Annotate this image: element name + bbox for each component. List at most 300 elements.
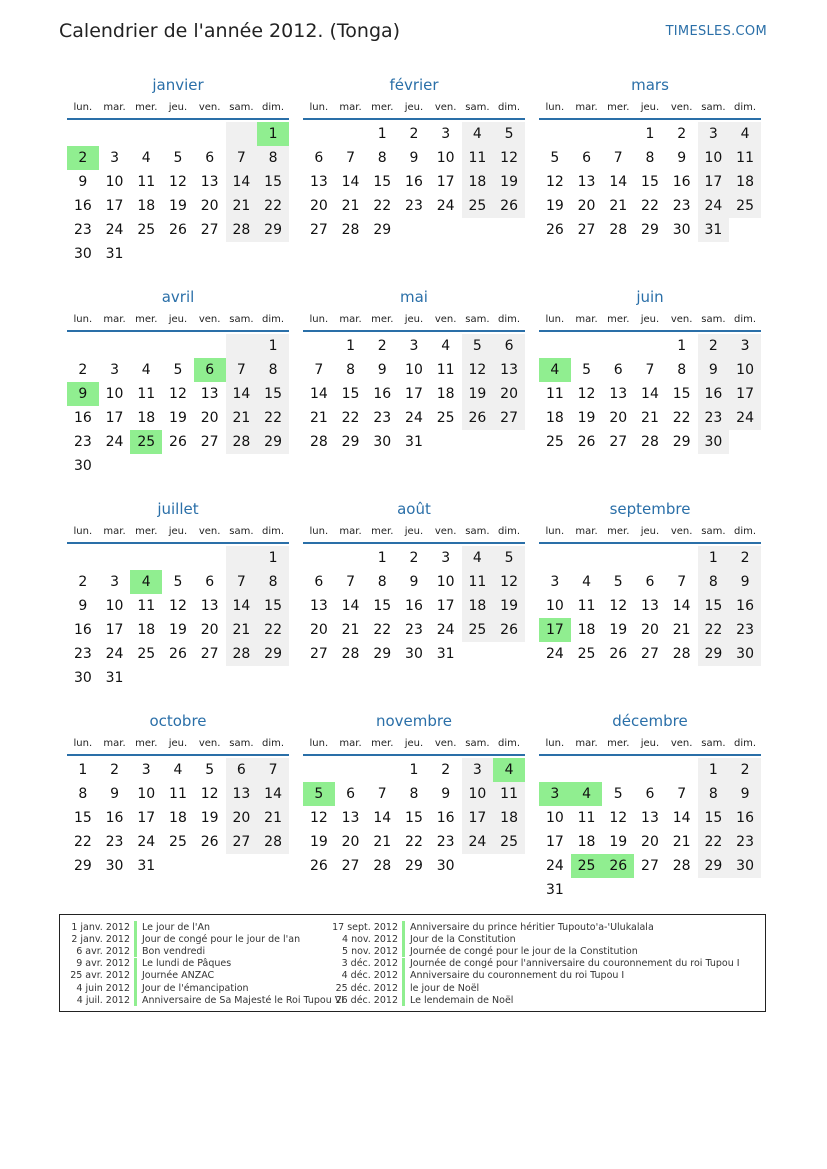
- day-cell[interactable]: 18: [462, 170, 494, 194]
- day-cell[interactable]: 4: [141, 150, 151, 166]
- day-cell[interactable]: 9: [698, 358, 730, 382]
- day-cell[interactable]: 4: [173, 762, 183, 778]
- day-cell[interactable]: 23: [405, 622, 423, 638]
- day-cell[interactable]: 2: [78, 574, 88, 590]
- day-cell[interactable]: 15: [257, 170, 289, 194]
- day-cell[interactable]: 7: [613, 150, 623, 166]
- day-cell[interactable]: 1: [346, 338, 356, 354]
- day-cell[interactable]: 13: [309, 174, 328, 190]
- day-cell[interactable]: 7: [645, 362, 655, 378]
- day-cell[interactable]: 21: [226, 194, 258, 218]
- day-cell[interactable]: 24: [436, 198, 455, 214]
- day-cell[interactable]: 1: [677, 338, 687, 354]
- day-cell[interactable]: 9: [78, 598, 88, 614]
- day-cell[interactable]: 31: [436, 646, 455, 662]
- day-cell[interactable]: 16: [73, 198, 92, 214]
- day-cell[interactable]: 29: [373, 222, 392, 238]
- day-cell[interactable]: 2: [441, 762, 451, 778]
- day-cell[interactable]: 2: [377, 338, 387, 354]
- day-cell[interactable]: 9: [78, 174, 88, 190]
- day-cell[interactable]: 9: [677, 150, 687, 166]
- day-cell[interactable]: 12: [609, 598, 628, 614]
- day-cell[interactable]: 19: [577, 410, 596, 426]
- day-cell[interactable]: 1: [377, 550, 387, 566]
- day-cell[interactable]: 21: [641, 410, 659, 426]
- day-cell[interactable]: 22: [672, 410, 691, 426]
- day-cell[interactable]: 19: [609, 622, 628, 638]
- day-cell[interactable]: 4: [462, 122, 494, 146]
- day-cell[interactable]: 3: [462, 758, 494, 782]
- day-cell[interactable]: 12: [493, 146, 525, 170]
- day-cell[interactable]: 9: [729, 782, 761, 806]
- day-cell[interactable]: 24: [545, 858, 564, 874]
- day-cell[interactable]: 9: [409, 574, 419, 590]
- day-cell[interactable]: 4: [462, 546, 494, 570]
- day-cell[interactable]: 14: [226, 594, 258, 618]
- day-cell[interactable]: 5: [613, 574, 623, 590]
- day-cell[interactable]: 6: [314, 150, 324, 166]
- day-cell[interactable]: 3: [441, 126, 451, 142]
- day-cell[interactable]: 15: [405, 810, 423, 826]
- day-cell[interactable]: 2: [409, 126, 419, 142]
- day-cell[interactable]: 17: [105, 410, 124, 426]
- day-cell[interactable]: 19: [169, 622, 187, 638]
- day-cell[interactable]: 5: [205, 762, 215, 778]
- day-cell[interactable]: 3: [141, 762, 151, 778]
- day-cell[interactable]: 14: [226, 170, 258, 194]
- day-cell[interactable]: 19: [169, 410, 187, 426]
- day-cell[interactable]: 4: [141, 362, 151, 378]
- day-cell[interactable]: 15: [373, 174, 392, 190]
- day-cell[interactable]: 12: [609, 810, 628, 826]
- day-cell[interactable]: 25: [436, 410, 455, 426]
- day-cell[interactable]: 11: [545, 386, 564, 402]
- day-cell[interactable]: 28: [672, 858, 691, 874]
- day-cell[interactable]: 30: [373, 434, 392, 450]
- day-cell[interactable]: 6: [613, 362, 623, 378]
- day-cell[interactable]: 18: [169, 810, 187, 826]
- day-cell[interactable]: 25: [137, 222, 156, 238]
- day-cell[interactable]: 21: [226, 618, 258, 642]
- day-cell[interactable]: 13: [493, 358, 525, 382]
- day-cell[interactable]: 26: [609, 646, 628, 662]
- day-cell[interactable]: 11: [577, 810, 596, 826]
- day-cell[interactable]: 4: [729, 122, 761, 146]
- day-cell[interactable]: 12: [577, 386, 596, 402]
- day-cell[interactable]: 7: [314, 362, 324, 378]
- day-cell[interactable]: 3: [441, 550, 451, 566]
- day-cell[interactable]: 25: [571, 854, 603, 878]
- day-cell[interactable]: 7: [346, 150, 356, 166]
- day-cell[interactable]: 22: [341, 410, 360, 426]
- day-cell[interactable]: 22: [73, 834, 92, 850]
- day-cell[interactable]: 7: [677, 574, 687, 590]
- day-cell[interactable]: 2: [78, 362, 88, 378]
- day-cell[interactable]: 23: [672, 198, 691, 214]
- day-cell[interactable]: 27: [200, 646, 219, 662]
- day-cell[interactable]: 25: [493, 830, 525, 854]
- day-cell[interactable]: 24: [105, 222, 124, 238]
- day-cell[interactable]: 19: [169, 198, 187, 214]
- day-cell[interactable]: 6: [226, 758, 258, 782]
- day-cell[interactable]: 21: [672, 834, 691, 850]
- day-cell[interactable]: 27: [641, 646, 659, 662]
- day-cell[interactable]: 23: [73, 646, 92, 662]
- day-cell[interactable]: 10: [545, 598, 564, 614]
- day-cell[interactable]: 14: [341, 174, 360, 190]
- day-cell[interactable]: 27: [309, 646, 328, 662]
- day-cell[interactable]: 14: [641, 386, 659, 402]
- day-cell[interactable]: 18: [493, 806, 525, 830]
- day-cell[interactable]: 16: [73, 410, 92, 426]
- day-cell[interactable]: 29: [698, 854, 730, 878]
- day-cell[interactable]: 28: [226, 642, 258, 666]
- day-cell[interactable]: 30: [436, 858, 455, 874]
- day-cell[interactable]: 16: [729, 806, 761, 830]
- day-cell[interactable]: 4: [441, 338, 451, 354]
- day-cell[interactable]: 18: [137, 622, 156, 638]
- day-cell[interactable]: 21: [257, 806, 289, 830]
- day-cell[interactable]: 31: [105, 670, 124, 686]
- day-cell[interactable]: 26: [169, 222, 187, 238]
- day-cell[interactable]: 16: [405, 598, 423, 614]
- day-cell[interactable]: 10: [698, 146, 730, 170]
- day-cell[interactable]: 4: [582, 574, 592, 590]
- day-cell[interactable]: 19: [493, 170, 525, 194]
- day-cell[interactable]: 11: [462, 146, 494, 170]
- day-cell[interactable]: 14: [672, 598, 691, 614]
- day-cell[interactable]: 26: [200, 834, 219, 850]
- day-cell[interactable]: 15: [373, 598, 392, 614]
- day-cell[interactable]: 1: [409, 762, 419, 778]
- day-cell[interactable]: 12: [462, 358, 494, 382]
- day-cell[interactable]: 17: [405, 386, 423, 402]
- day-cell[interactable]: 23: [373, 410, 392, 426]
- day-cell[interactable]: 20: [577, 198, 596, 214]
- day-cell[interactable]: 16: [73, 622, 92, 638]
- day-cell[interactable]: 16: [373, 386, 392, 402]
- day-cell[interactable]: 11: [169, 786, 187, 802]
- day-cell[interactable]: 10: [405, 362, 423, 378]
- day-cell[interactable]: 1: [698, 758, 730, 782]
- day-cell[interactable]: 26: [493, 618, 525, 642]
- day-cell[interactable]: 12: [200, 786, 219, 802]
- day-cell[interactable]: 11: [462, 570, 494, 594]
- day-cell[interactable]: 24: [137, 834, 156, 850]
- day-cell[interactable]: 13: [309, 598, 328, 614]
- day-cell[interactable]: 10: [436, 150, 455, 166]
- day-cell[interactable]: 2: [729, 758, 761, 782]
- day-cell[interactable]: 7: [677, 786, 687, 802]
- day-cell[interactable]: 11: [729, 146, 761, 170]
- day-cell[interactable]: 4: [130, 570, 162, 594]
- site-link[interactable]: TIMESLES.COM: [665, 24, 767, 39]
- day-cell[interactable]: 21: [609, 198, 628, 214]
- day-cell[interactable]: 23: [729, 830, 761, 854]
- day-cell[interactable]: 5: [173, 362, 183, 378]
- day-cell[interactable]: 19: [493, 594, 525, 618]
- day-cell[interactable]: 10: [137, 786, 156, 802]
- day-cell[interactable]: 3: [110, 150, 120, 166]
- day-cell[interactable]: 22: [641, 198, 659, 214]
- day-cell[interactable]: 26: [169, 646, 187, 662]
- day-cell[interactable]: 15: [698, 594, 730, 618]
- day-cell[interactable]: 24: [729, 406, 761, 430]
- day-cell[interactable]: 4: [493, 758, 525, 782]
- day-cell[interactable]: 15: [73, 810, 92, 826]
- day-cell[interactable]: 29: [373, 646, 392, 662]
- day-cell[interactable]: 13: [341, 810, 360, 826]
- day-cell[interactable]: 11: [137, 386, 156, 402]
- day-cell[interactable]: 17: [105, 622, 124, 638]
- day-cell[interactable]: 2: [698, 334, 730, 358]
- day-cell[interactable]: 5: [582, 362, 592, 378]
- day-cell[interactable]: 24: [545, 646, 564, 662]
- day-cell[interactable]: 4: [539, 358, 571, 382]
- day-cell[interactable]: 18: [137, 410, 156, 426]
- day-cell[interactable]: 31: [545, 882, 564, 898]
- day-cell[interactable]: 9: [110, 786, 120, 802]
- day-cell[interactable]: 20: [641, 622, 659, 638]
- day-cell[interactable]: 3: [539, 782, 571, 806]
- day-cell[interactable]: 21: [341, 198, 360, 214]
- day-cell[interactable]: 22: [257, 194, 289, 218]
- day-cell[interactable]: 31: [698, 218, 730, 242]
- day-cell[interactable]: 27: [200, 434, 219, 450]
- day-cell[interactable]: 20: [200, 622, 219, 638]
- day-cell[interactable]: 15: [341, 386, 360, 402]
- day-cell[interactable]: 10: [105, 386, 124, 402]
- day-cell[interactable]: 28: [309, 434, 328, 450]
- day-cell[interactable]: 13: [641, 810, 659, 826]
- day-cell[interactable]: 9: [441, 786, 451, 802]
- day-cell[interactable]: 17: [539, 618, 571, 642]
- day-cell[interactable]: 10: [729, 358, 761, 382]
- day-cell[interactable]: 18: [137, 198, 156, 214]
- day-cell[interactable]: 30: [73, 670, 92, 686]
- day-cell[interactable]: 27: [493, 406, 525, 430]
- day-cell[interactable]: 19: [309, 834, 328, 850]
- day-cell[interactable]: 3: [110, 362, 120, 378]
- day-cell[interactable]: 18: [577, 834, 596, 850]
- day-cell[interactable]: 23: [436, 834, 455, 850]
- day-cell[interactable]: 2: [409, 550, 419, 566]
- day-cell[interactable]: 16: [405, 174, 423, 190]
- day-cell[interactable]: 15: [257, 594, 289, 618]
- day-cell[interactable]: 6: [205, 150, 215, 166]
- day-cell[interactable]: 30: [105, 858, 124, 874]
- day-cell[interactable]: 5: [173, 150, 183, 166]
- day-cell[interactable]: 26: [545, 222, 564, 238]
- day-cell[interactable]: 29: [341, 434, 360, 450]
- day-cell[interactable]: 25: [545, 434, 564, 450]
- day-cell[interactable]: 1: [78, 762, 88, 778]
- day-cell[interactable]: 8: [677, 362, 687, 378]
- day-cell[interactable]: 15: [641, 174, 659, 190]
- day-cell[interactable]: 22: [698, 618, 730, 642]
- day-cell[interactable]: 12: [169, 386, 187, 402]
- day-cell[interactable]: 13: [200, 174, 219, 190]
- day-cell[interactable]: 23: [729, 618, 761, 642]
- day-cell[interactable]: 18: [436, 386, 455, 402]
- day-cell[interactable]: 24: [436, 622, 455, 638]
- day-cell[interactable]: 18: [577, 622, 596, 638]
- day-cell[interactable]: 5: [462, 334, 494, 358]
- day-cell[interactable]: 20: [309, 622, 328, 638]
- day-cell[interactable]: 31: [137, 858, 156, 874]
- day-cell[interactable]: 22: [373, 198, 392, 214]
- day-cell[interactable]: 8: [377, 150, 387, 166]
- day-cell[interactable]: 24: [105, 434, 124, 450]
- day-cell[interactable]: 22: [257, 618, 289, 642]
- day-cell[interactable]: 3: [110, 574, 120, 590]
- day-cell[interactable]: 20: [641, 834, 659, 850]
- day-cell[interactable]: 13: [641, 598, 659, 614]
- day-cell[interactable]: 29: [641, 222, 659, 238]
- day-cell[interactable]: 6: [493, 334, 525, 358]
- day-cell[interactable]: 29: [257, 642, 289, 666]
- day-cell[interactable]: 24: [462, 830, 494, 854]
- day-cell[interactable]: 14: [257, 782, 289, 806]
- day-cell[interactable]: 28: [672, 646, 691, 662]
- day-cell[interactable]: 7: [346, 574, 356, 590]
- day-cell[interactable]: 26: [577, 434, 596, 450]
- day-cell[interactable]: 27: [309, 222, 328, 238]
- day-cell[interactable]: 30: [698, 430, 730, 454]
- day-cell[interactable]: 19: [609, 834, 628, 850]
- day-cell[interactable]: 28: [341, 646, 360, 662]
- day-cell[interactable]: 30: [73, 458, 92, 474]
- day-cell[interactable]: 26: [602, 854, 634, 878]
- day-cell[interactable]: 21: [309, 410, 328, 426]
- day-cell[interactable]: 5: [550, 150, 560, 166]
- day-cell[interactable]: 12: [169, 598, 187, 614]
- day-cell[interactable]: 26: [309, 858, 328, 874]
- day-cell[interactable]: 7: [226, 570, 258, 594]
- day-cell[interactable]: 24: [698, 194, 730, 218]
- day-cell[interactable]: 15: [698, 806, 730, 830]
- day-cell[interactable]: 16: [672, 174, 691, 190]
- day-cell[interactable]: 23: [405, 198, 423, 214]
- day-cell[interactable]: 1: [698, 546, 730, 570]
- day-cell[interactable]: 30: [729, 642, 761, 666]
- day-cell[interactable]: 3: [409, 338, 419, 354]
- day-cell[interactable]: 18: [729, 170, 761, 194]
- day-cell[interactable]: 4: [571, 782, 603, 806]
- day-cell[interactable]: 2: [110, 762, 120, 778]
- day-cell[interactable]: 7: [226, 146, 258, 170]
- day-cell[interactable]: 26: [462, 406, 494, 430]
- day-cell[interactable]: 28: [641, 434, 659, 450]
- day-cell[interactable]: 1: [377, 126, 387, 142]
- day-cell[interactable]: 22: [373, 622, 392, 638]
- day-cell[interactable]: 8: [257, 146, 289, 170]
- day-cell[interactable]: 25: [729, 194, 761, 218]
- day-cell[interactable]: 13: [226, 782, 258, 806]
- day-cell[interactable]: 11: [577, 598, 596, 614]
- day-cell[interactable]: 17: [729, 382, 761, 406]
- day-cell[interactable]: 25: [462, 618, 494, 642]
- day-cell[interactable]: 22: [257, 406, 289, 430]
- day-cell[interactable]: 12: [493, 570, 525, 594]
- day-cell[interactable]: 17: [137, 810, 156, 826]
- day-cell[interactable]: 23: [698, 406, 730, 430]
- day-cell[interactable]: 17: [545, 834, 564, 850]
- day-cell[interactable]: 19: [462, 382, 494, 406]
- day-cell[interactable]: 28: [257, 830, 289, 854]
- day-cell[interactable]: 30: [405, 646, 423, 662]
- day-cell[interactable]: 10: [105, 598, 124, 614]
- day-cell[interactable]: 17: [436, 598, 455, 614]
- day-cell[interactable]: 17: [698, 170, 730, 194]
- day-cell[interactable]: 16: [698, 382, 730, 406]
- day-cell[interactable]: 28: [341, 222, 360, 238]
- day-cell[interactable]: 29: [672, 434, 691, 450]
- day-cell[interactable]: 21: [373, 834, 392, 850]
- day-cell[interactable]: 8: [257, 358, 289, 382]
- day-cell[interactable]: 27: [609, 434, 628, 450]
- day-cell[interactable]: 8: [698, 782, 730, 806]
- day-cell[interactable]: 27: [641, 858, 659, 874]
- day-cell[interactable]: 11: [137, 598, 156, 614]
- day-cell[interactable]: 1: [645, 126, 655, 142]
- day-cell[interactable]: 1: [257, 334, 289, 358]
- day-cell[interactable]: 27: [341, 858, 360, 874]
- day-cell[interactable]: 8: [346, 362, 356, 378]
- day-cell[interactable]: 6: [346, 786, 356, 802]
- day-cell[interactable]: 10: [545, 810, 564, 826]
- day-cell[interactable]: 8: [257, 570, 289, 594]
- day-cell[interactable]: 3: [550, 574, 560, 590]
- day-cell[interactable]: 21: [672, 622, 691, 638]
- day-cell[interactable]: 30: [73, 246, 92, 262]
- day-cell[interactable]: 30: [672, 222, 691, 238]
- day-cell[interactable]: 6: [645, 574, 655, 590]
- day-cell[interactable]: 21: [341, 622, 360, 638]
- day-cell[interactable]: 14: [226, 382, 258, 406]
- day-cell[interactable]: 20: [493, 382, 525, 406]
- day-cell[interactable]: 2: [67, 146, 99, 170]
- day-cell[interactable]: 14: [373, 810, 392, 826]
- day-cell[interactable]: 9: [729, 570, 761, 594]
- day-cell[interactable]: 22: [698, 830, 730, 854]
- day-cell[interactable]: 6: [314, 574, 324, 590]
- day-cell[interactable]: 7: [257, 758, 289, 782]
- day-cell[interactable]: 11: [493, 782, 525, 806]
- day-cell[interactable]: 19: [200, 810, 219, 826]
- day-cell[interactable]: 10: [436, 574, 455, 590]
- day-cell[interactable]: 12: [309, 810, 328, 826]
- day-cell[interactable]: 8: [377, 574, 387, 590]
- day-cell[interactable]: 9: [67, 382, 99, 406]
- day-cell[interactable]: 3: [729, 334, 761, 358]
- day-cell[interactable]: 20: [609, 410, 628, 426]
- day-cell[interactable]: 5: [303, 782, 335, 806]
- day-cell[interactable]: 20: [200, 198, 219, 214]
- day-cell[interactable]: 5: [173, 574, 183, 590]
- day-cell[interactable]: 18: [545, 410, 564, 426]
- day-cell[interactable]: 25: [577, 646, 596, 662]
- day-cell[interactable]: 1: [257, 122, 289, 146]
- day-cell[interactable]: 29: [698, 642, 730, 666]
- day-cell[interactable]: 19: [545, 198, 564, 214]
- day-cell[interactable]: 20: [200, 410, 219, 426]
- day-cell[interactable]: 20: [309, 198, 328, 214]
- day-cell[interactable]: 6: [205, 574, 215, 590]
- day-cell[interactable]: 17: [462, 806, 494, 830]
- day-cell[interactable]: 27: [226, 830, 258, 854]
- day-cell[interactable]: 13: [577, 174, 596, 190]
